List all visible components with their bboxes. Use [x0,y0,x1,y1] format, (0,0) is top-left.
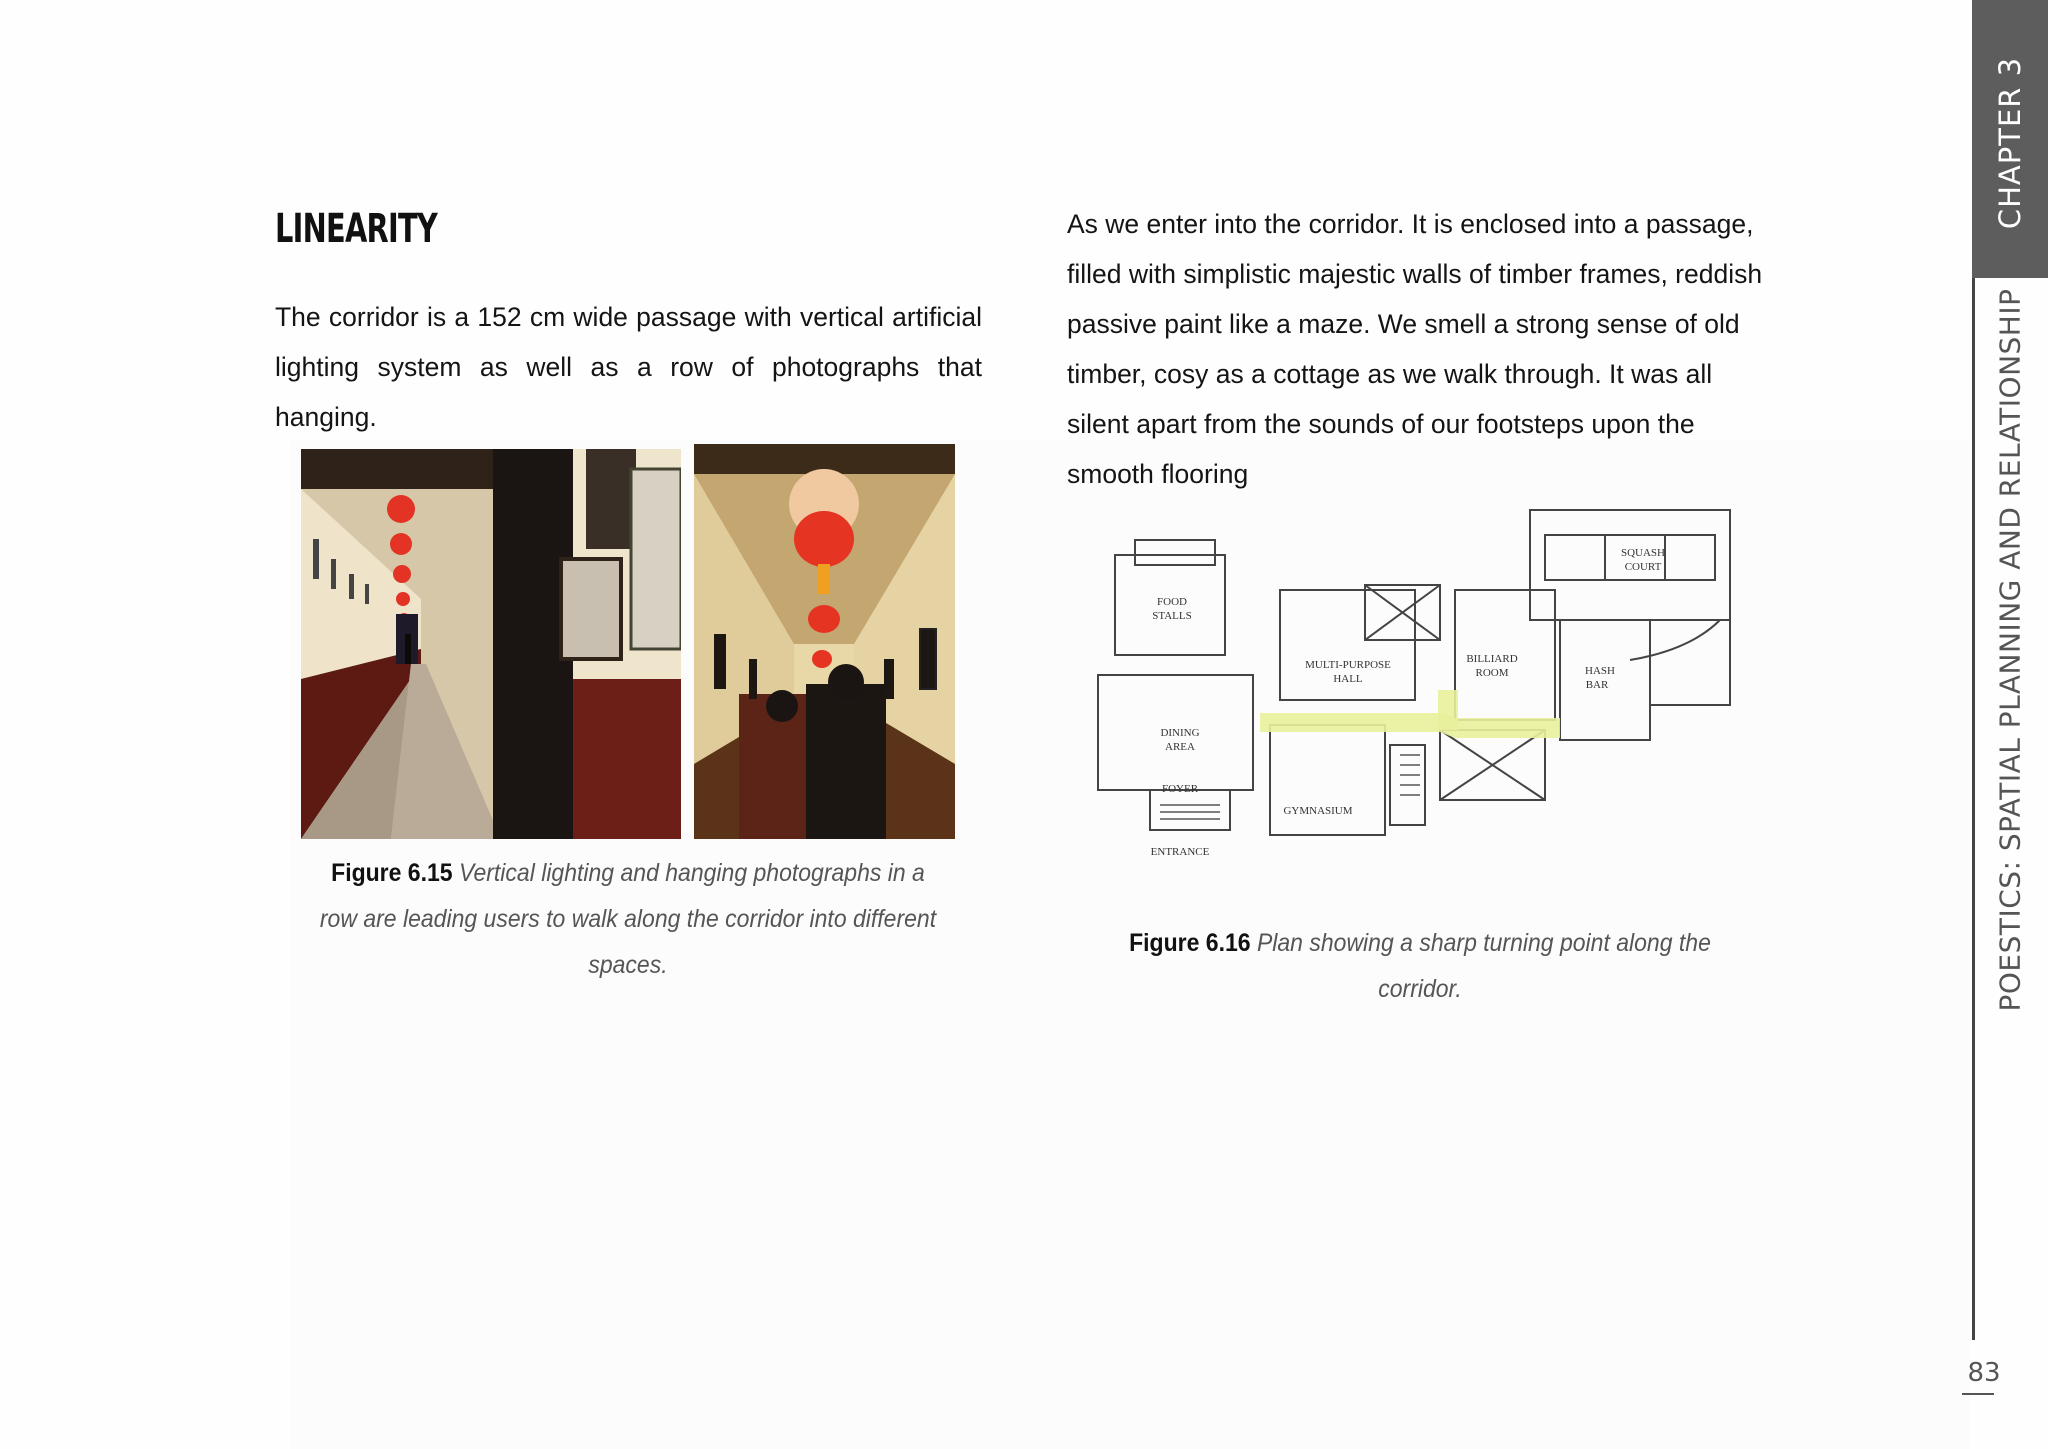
figure-6-15-text: Vertical lighting and hanging photographs in a row are leading users to walk along the corridor into different spaces. [319,859,937,979]
figure-6-16-caption [1107,920,1733,1012]
room-label-hall: HALL [1333,673,1363,685]
room-label-stalls: STALLS [1152,610,1192,622]
figure-6-16-text: Plan showing a sharp turning point along the corridor. [1256,929,1711,1003]
chapter-label-text: CHAPTER 3 [1993,56,2027,230]
figure-6-15-caption [317,850,939,988]
section-label-text: POESTICS: SPATIAL PLANNING AND RELATIONSHIP [1993,288,2027,1012]
room-label-area: AREA [1165,741,1195,753]
figure-6-16-label: Figure 6.16 [1129,929,1251,957]
chapter-label [1980,18,2040,268]
room-label-squash: SQUASH [1620,547,1666,559]
room-label-bar: BAR [1585,679,1609,691]
room-label-dining: DINING [1160,727,1200,739]
room-label-multipurpose: MULTI-PURPOSE [1305,659,1391,671]
room-label-entrance: ENTRANCE [1150,846,1210,858]
room-label-gymnasium: GYMNASIUM [1283,805,1353,817]
page-number-underline [1962,1393,1994,1395]
room-label-food: FOOD [1157,596,1187,608]
corridor-description-paragraph: As we enter into the corridor. It is enclosed into a passage, filled with simplistic majestic walls of timber frames, reddish passive paint like a maze. We smell a strong sense of old timber, cosy as a cottage as we walk through. It was all silent apart from the sounds of our footsteps upon the smooth flooring [1067,209,1763,489]
corridor-photo-left [301,449,681,839]
intro-paragraph: The corridor is a 152 cm wide passage with vertical artificial lighting system as well as a row of photographs that hanging. [275,302,982,432]
section-label [1980,288,2040,1012]
corridor-photo-right [694,444,955,839]
figure-6-15-label: Figure 6.15 [331,859,453,887]
room-label-billiard: BILLIARD [1466,653,1518,665]
floor-plan [1090,500,1750,900]
room-label-hash: HASH [1585,665,1615,677]
page-number: 83 [1967,1358,2001,1388]
room-label-foyer: FOYER [1161,783,1199,795]
room-label-room: ROOM [1475,667,1509,679]
section-heading: LINEARITY [275,206,438,252]
room-label-court: COURT [1624,561,1662,573]
